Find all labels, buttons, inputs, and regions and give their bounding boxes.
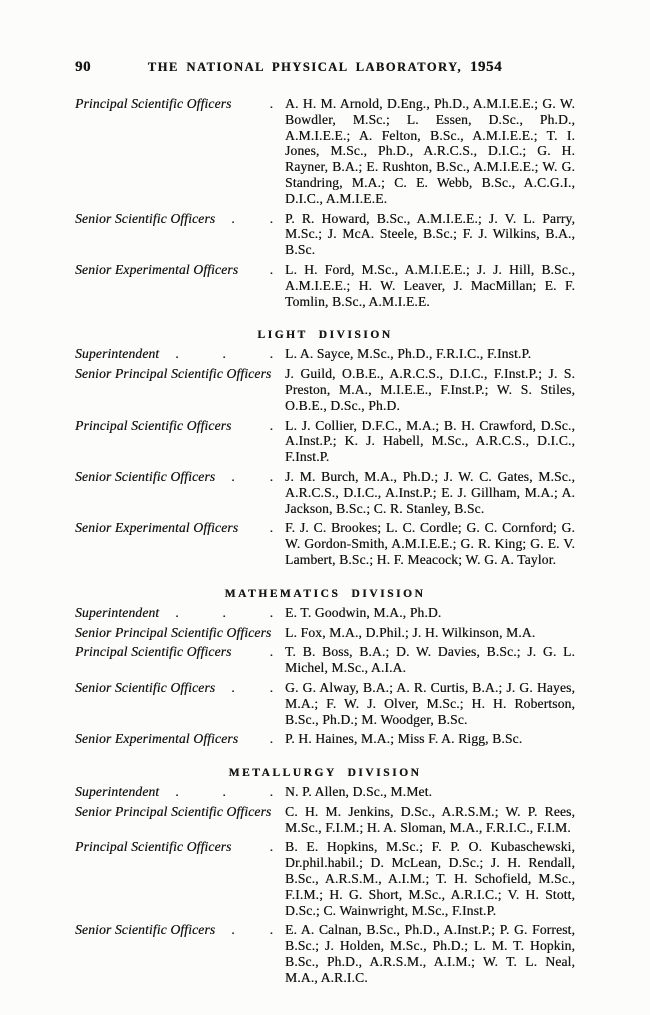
leader-dot: . [269,468,273,484]
page-title-year: 1954 [469,59,503,75]
leader-dots [238,731,285,747]
entry-role-label [75,731,285,747]
entry-names-text: F. J. C. Brookes; L. C. Cordle; G. C. Cornford; G. W. Gordon-Smith, A.M.I.E.E.; G. R. King; G. E. V. Lambert, B.Sc.; H. F. Meacock; W. G. A. Taylor. [285,520,575,567]
entry-role-label [75,784,285,800]
role-label-text: Principal Scientific Officers [75,644,232,660]
page-header [75,58,575,76]
leader-dot: . [222,346,226,362]
staff-entry-row [75,469,575,516]
entry-names-text: L. J. Collier, D.F.C., M.A.; B. H. Crawford, D.Sc., A.Inst.P.; K. J. Habell, M.Sc., A.R.C.S., D.I.C., F.Inst.P. [285,417,575,465]
entry-role-label [75,346,285,362]
leader-dots [215,680,285,696]
section-heading: LIGHT DIVISION [257,329,393,342]
role-label-text: Senior Principal Scientific Officers [75,803,272,819]
leader-dot: . [231,468,235,484]
leader-dots [231,839,285,855]
division-section [75,767,575,986]
staff-entry-row [75,644,575,676]
entry-names-text: L. Fox, M.A., D.Phil.; J. H. Wilkinson, M.A. [285,624,536,640]
entry-names-text: P. R. Howard, B.Sc., A.M.I.E.E.; J. V. L. Parry, M.Sc.; J. McA. Steele, B.Sc.; F. J. Wilkins, B.A., B.Sc. [285,210,575,258]
entry-names-text: L. H. Ford, M.Sc., A.M.I.E.E.; J. J. Hill, B.Sc., A.M.I.E.E.; H. W. Leaver, J. MacMillan; E. F. Tomlin, B.Sc., A.M.I.E.E. [285,261,575,309]
entry-role-label [75,469,285,485]
role-label-text: Senior Scientific Officers [75,210,216,226]
leader-dot: . [269,96,273,111]
staff-entry-row [75,520,575,567]
role-label-text: Senior Principal Scientific Officers [75,366,272,382]
leader-dot: . [269,644,273,660]
entry-role-label [75,262,285,278]
entry-names-text: P. H. Haines, M.A.; Miss F. A. Rigg, B.Sc. [285,731,523,747]
leader-dot: . [175,346,179,362]
leader-dots [159,605,285,621]
staff-entry-row [75,625,575,641]
page-content [75,0,575,986]
leader-dot: . [222,604,226,620]
leader-dot: . [269,520,273,536]
leader-dot: . [175,784,179,800]
leader-dot: . [269,261,273,277]
leader-dot: . [269,679,273,695]
division-section [75,96,575,309]
staff-entry-row [75,839,575,918]
entry-names-text: E. A. Calnan, B.Sc., Ph.D., A.Inst.P.; P. G. Forrest, B.Sc.; J. Holden, M.Sc., Ph.D.; L. M. T. Hopkin, B.Sc., Ph.D., A.R.S.M., A.I.M.; W. T. L. Neal, M.A., A.R.I.C. [285,922,575,985]
leader-dots [231,644,285,660]
division-section [75,329,575,567]
entry-role-label [75,680,285,696]
entry-names-text: L. A. Sayce, M.Sc., Ph.D., F.R.I.C., F.Inst.P. [285,346,532,362]
role-label-text: Senior Scientific Officers [75,468,216,484]
leader-dot: . [231,922,235,938]
staff-entry-row [75,211,575,258]
role-label-text: Principal Scientific Officers [75,839,232,855]
staff-entry-row [75,731,575,747]
entry-role-label [75,922,285,938]
entry-role-label [75,644,285,660]
staff-entry-row [75,366,575,413]
leader-dot: . [269,731,273,747]
role-label-text: Superintendent [75,604,160,620]
leader-dot: . [269,604,273,620]
staff-entry-row [75,605,575,621]
leader-dot: . [269,839,273,855]
entry-names-text: J. Guild, O.B.E., A.R.C.S., D.I.C., F.Inst.P.; J. S. Preston, M.A., M.I.E.E., F.Inst.P.; W. S. Stiles, O.B.E., D.Sc., Ph.D. [285,366,575,413]
division-section [75,588,575,747]
leader-dot: . [269,346,273,362]
page-title [148,60,502,74]
entry-role-label [75,366,285,382]
role-label-text: Senior Scientific Officers [75,922,216,938]
staff-entry-row [75,680,575,727]
role-label-text: Senior Experimental Officers [75,731,239,747]
role-label-text: Senior Experimental Officers [75,520,239,536]
role-label-text: Senior Principal Scientific Officers [75,624,272,640]
entry-role-label [75,418,285,434]
leader-dots [215,211,285,227]
section-heading: MATHEMATICS DIVISION [224,587,426,600]
leader-dots [231,418,285,434]
page-title-text: THE NATIONAL PHYSICAL LABORATORY, [147,60,463,74]
entry-role-label [75,839,285,855]
leader-dots [159,784,285,800]
entry-role-label [75,625,285,641]
leader-dot: . [269,417,273,433]
role-label-text: Senior Experimental Officers [75,261,239,277]
entry-names-text: A. H. M. Arnold, D.Eng., Ph.D., A.M.I.E.E.; G. W. Bowdler, M.Sc.; L. Essen, D.Sc., Ph.D., A.M.I.E.E.; A. Felton, B.Sc., A.M.I.E.E.; T. I. Jones, M.Sc., Ph.D., A.R.C.S., D.I.C.; G. H. Rayner, B.A.; E. Rushton, B.Sc., A.M.I.E.E.; W. G. Standring, M.A.; C. E. Webb, B.Sc., A.C.G.I., D.I.C., A.M.I.E.E. [285,96,575,206]
staff-entry-row [75,262,575,309]
staff-entry-row [75,804,575,836]
role-label-text: Principal Scientific Officers [75,96,232,111]
entry-names-text: N. P. Allen, D.Sc., M.Met. [285,784,433,800]
entry-role-label [75,520,285,536]
leader-dots [159,346,285,362]
entry-names-text: T. B. Boss, B.A.; D. W. Davies, B.Sc.; J. G. L. Michel, M.Sc., A.I.A. [285,644,575,676]
role-label-text: Superintendent [75,784,160,800]
role-label-text: Principal Scientific Officers [75,417,232,433]
leader-dot: . [222,784,226,800]
entry-role-label [75,804,285,820]
role-label-text: Senior Scientific Officers [75,679,216,695]
leader-dot: . [231,210,235,226]
leader-dot: . [269,210,273,226]
page-number: 90 [75,59,91,75]
staff-entry-row [75,96,575,207]
leader-dots [238,520,285,536]
entry-names-text: E. T. Goodwin, M.A., Ph.D. [285,604,442,620]
entry-names-text: G. G. Alway, B.A.; A. R. Curtis, B.A.; J. G. Hayes, M.A.; F. W. J. Olver, M.Sc.; H. H. Robertson, B.Sc., Ph.D.; M. Woodger, B.Sc. [285,679,575,727]
entry-role-label [75,211,285,227]
entry-role-label [75,605,285,621]
leader-dots [231,96,285,112]
entry-names-text: J. M. Burch, M.A., Ph.D.; J. W. C. Gates, M.Sc., A.R.C.S., D.I.C., A.Inst.P.; E. J. Gillham, M.A.; A. Jackson, B.Sc.; C. R. Stanley, B.Sc. [285,468,575,516]
leader-dots [215,469,285,485]
leader-dot: . [231,679,235,695]
leader-dot: . [175,604,179,620]
role-label-text: Superintendent [75,346,160,362]
leader-dot: . [269,922,273,938]
section-heading: METALLURGY DIVISION [228,767,422,780]
staff-entry-row [75,784,575,800]
leader-dots [215,922,285,938]
staff-entry-row [75,922,575,985]
leader-dots [238,262,285,278]
entry-names-text: C. H. M. Jenkins, D.Sc., A.R.S.M.; W. P. Rees, M.Sc., F.I.M.; H. A. Sloman, M.A., F.R.I.C., F.I.M. [285,803,575,835]
sections [75,96,575,986]
staff-entry-row [75,418,575,465]
leader-dot: . [269,784,273,800]
entry-names-text: B. E. Hopkins, M.Sc.; F. P. O. Kubaschewski, Dr.phil.habil.; D. McLean, D.Sc.; J. H. Rendall, B.Sc., A.R.S.M., A.I.M.; T. H. Schofield, M.Sc., F.I.M.; H. G. Short, M.Sc., A.R.I.C.; V. H. Stott, D.Sc.; C. Wainwright, M.Sc., F.Inst.P. [285,839,575,918]
entry-role-label [75,96,285,112]
staff-entry-row [75,346,575,362]
